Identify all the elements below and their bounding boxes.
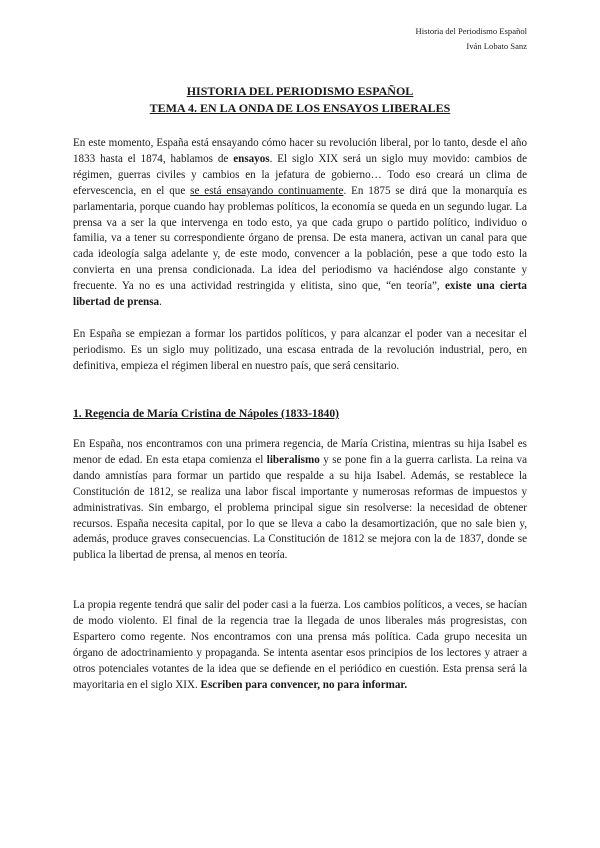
document-subtitle: TEMA 4. EN LA ONDA DE LOS ENSAYOS LIBERALES [149,101,451,115]
underlined-phrase: se está ensayando continuamente [190,184,344,197]
section-paragraph-1: En España, nos encontramos con una primera regencia, de María Cristina, mientras su hija Isabel es menor de edad. En esta etapa comienza el liberalismo y se pone fin a la guerra carlista. La reina va dando amnistías para formar un partido que respalde a su hija Isabel. Además, se restablece la Constitución de 1812, se realiza una labor fiscal importante y numerosas reformas de impuestos y administrativas. Sin embargo, el problema principal sigue sin resolverse: la necesidad de obtener recursos. España necesita capital, por lo que se lleva a cabo la desamortización, que no sale bien y, además, produce graves consecuencias. La Constitución de 1812 se mejora con la de 1837, donde se publica la libertad de prensa, al menos en teoría. [73,438,527,562]
bold-term: ensayos [233,152,270,165]
bold-phrase: Escriben para convencer, no para informar. [200,678,408,691]
document-title: HISTORIA DEL PERIODISMO ESPAÑOL [186,84,414,98]
page-header [416,24,527,54]
header-course: Historia del Periodismo Español [415,26,527,36]
header-author: Iván Lobato Sanz [466,41,527,51]
document-titles [73,83,527,117]
bold-term: liberalismo [266,453,320,466]
intro-paragraph-1: En este momento, España está ensayando cómo hacer su revolución liberal, por lo tanto, desde el año 1833 hasta el 1874, hablamos de ensayos. El siglo XIX será un siglo muy movido: cambios de régimen, guerras civiles y cambios en la jefatura de gobierno… Todo eso creará un clima de efervescencia, en el que se está ensayando continuamente. En 1875 se dirá que la monarquía es parlamentaria, porque cuando hay problemas políticos, la economía se queda en un segundo lugar. La prensa va a ser la que intervenga en todo esto, ya que cada grupo o partido político, individuo o familia, va a tener su correspondiente órgano de prensa. De esta manera, activan un canal para que cada ideología salga adelante y, de este modo, convencer a la población, pese a que todo esto la convierta en una prensa condicionada. La idea del periodismo va haciéndose algo constante y frecuente. Ya no es una actividad restringida y elitista, sino que, “en teoría”, existe una cierta libertad de prensa. [73,137,527,309]
section-paragraph-2: La propia regente tendrá que salir del poder casi a la fuerza. Los cambios políticos, a veces, se hacían de modo violento. El final de la regencia trae la llegada de unos liberales más progresistas, con Espartero como regente. Nos encontramos con una prensa más política. Cada grupo necesita un órgano de adoctrinamiento y propaganda. Se intenta asentar esos principios de los lectores y atraer a otros potenciales votantes de la idea que se defiende en el periódico en cuestión. Esta prensa será la mayoritaria en el siglo XIX. Escriben para convencer, no para informar. [73,599,527,691]
bold-phrase: existe una cierta libertad de prensa [73,280,527,309]
section-heading: 1. Regencia de María Cristina de Nápoles (1833-1840) [73,407,339,420]
intro-paragraph-2: En España se empiezan a formar los partidos políticos, y para alcanzar el poder van a necesitar el periodismo. Es un siglo muy politizado, una escasa entrada de la revolución industrial, pero, en definitiva, empieza el régimen liberal en nuestro país, que será censitario. [73,328,527,372]
